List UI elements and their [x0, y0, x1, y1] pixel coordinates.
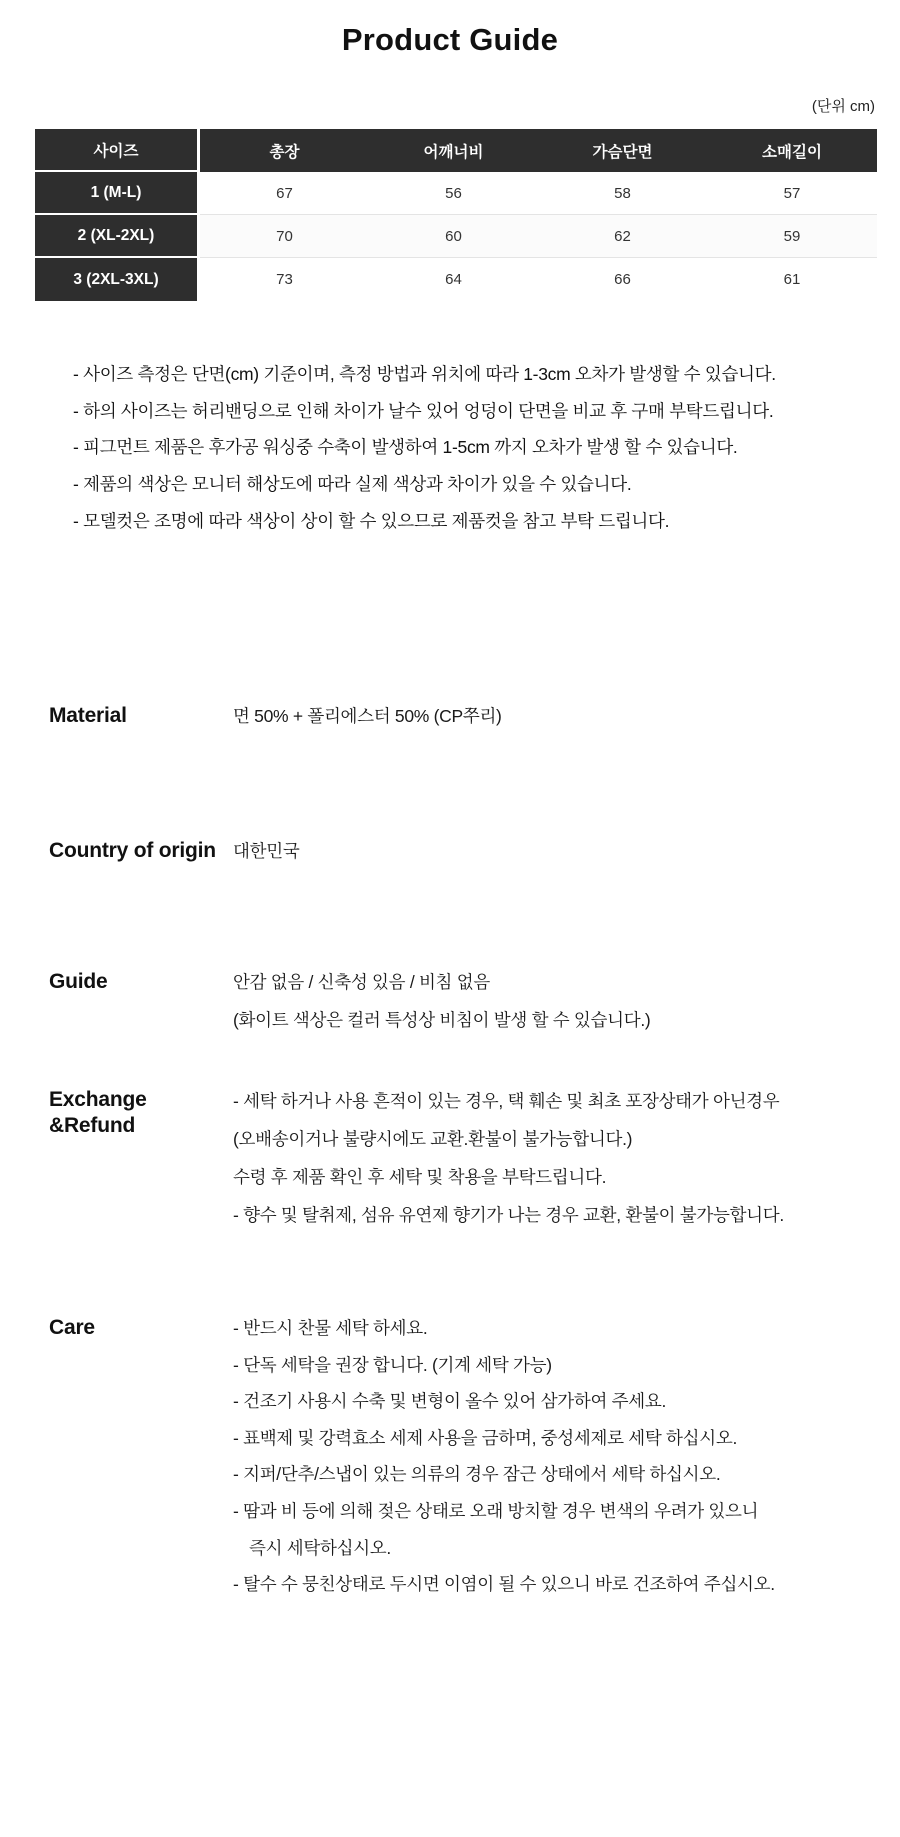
section-text-line: (화이트 색상은 컬러 특성상 비침이 발생 할 수 있습니다.) — [233, 1010, 651, 1030]
measurement-value-cell: 67 — [200, 172, 369, 215]
size-note-line: - 피그먼트 제품은 후가공 워싱중 수축이 발생하여 1-5cm 까지 오차가 발생 할 수 있습니다. — [73, 437, 738, 458]
size-note-line: - 하의 사이즈는 허리밴딩으로 인해 차이가 날수 있어 엉덩이 단면을 비교 후 구매 부탁드립니다. — [73, 400, 774, 421]
table-row — [35, 258, 877, 301]
section-label-line: Exchange — [49, 1088, 147, 1111]
size-table-header-cell: 어깨너비 — [369, 129, 538, 172]
section-care — [49, 1310, 877, 1603]
section-content-guide — [233, 963, 877, 1039]
size-table-header — [35, 129, 877, 172]
section-text-line: 면 50% + 폴리에스터 50% (CP쭈리) — [233, 706, 502, 726]
section-text-line: 대한민국 — [233, 841, 300, 861]
section-label-line: Guide — [49, 970, 108, 993]
section-content-material — [233, 703, 877, 729]
section-material — [49, 703, 877, 729]
measurement-value-cell: 57 — [707, 172, 877, 215]
section-text-line: - 지퍼/단추/스냅이 있는 의류의 경우 잠근 상태에서 세탁 하십시오. — [233, 1464, 721, 1485]
section-label-line: Care — [49, 1316, 95, 1339]
section-label-exchange-refund — [49, 1082, 233, 1139]
section-exchange-refund — [49, 1082, 877, 1234]
size-notes-list — [73, 356, 860, 540]
measurement-value-cell: 61 — [707, 258, 877, 301]
section-country-of-origin — [49, 838, 877, 864]
measurement-value-cell: 62 — [538, 215, 707, 258]
measurement-value-cell: 73 — [200, 258, 369, 301]
size-table — [35, 129, 877, 301]
section-content-country-of-origin — [233, 838, 877, 864]
section-text-line: - 표백제 및 강력효소 세제 사용을 금하며, 중성세제로 세탁 하십시오. — [233, 1427, 738, 1448]
section-label-care — [49, 1310, 233, 1347]
size-note-line: - 사이즈 측정은 단면(cm) 기준이며, 측정 방법과 위치에 따라 1-3cm 오차가 발생할 수 있습니다. — [73, 364, 776, 384]
measurement-value-cell: 59 — [707, 215, 877, 258]
measurement-value-cell: 58 — [538, 172, 707, 215]
measurement-value-cell: 70 — [200, 215, 369, 258]
measurement-value-cell: 56 — [369, 172, 538, 215]
section-label-line: Country of origin — [49, 839, 216, 862]
section-text-line: - 세탁 하거나 사용 흔적이 있는 경우, 택 훼손 및 최초 포장상태가 아닌경우 — [233, 1091, 780, 1111]
size-table-header-cell: 가슴단면 — [538, 129, 707, 172]
measurement-value-cell: 66 — [538, 258, 707, 301]
measurement-value-cell: 64 — [369, 258, 538, 301]
table-row — [35, 172, 877, 215]
size-label-cell: 2 (XL-2XL) — [35, 215, 200, 258]
size-note-line: - 제품의 색상은 모니터 해상도에 따라 실제 색상과 차이가 있을 수 있습니다. — [73, 474, 632, 495]
section-label-material — [49, 703, 233, 729]
section-text-line: (오배송이거나 불량시에도 교환.환불이 불가능합니다.) — [233, 1129, 633, 1149]
size-label-cell: 1 (M-L) — [35, 172, 200, 215]
section-text-line: 즉시 세탁하십시오. — [249, 1537, 391, 1558]
page-title: Product Guide — [341, 22, 559, 57]
section-text-line: - 탈수 수 뭉친상태로 두시면 이염이 될 수 있으니 바로 건조하여 주십시오. — [233, 1574, 775, 1595]
section-text-line: 수령 후 제품 확인 후 세탁 및 착용을 부탁드립니다. — [233, 1167, 607, 1187]
size-table-header-cell: 총장 — [200, 129, 369, 172]
measurement-value-cell: 60 — [369, 215, 538, 258]
size-table-header-cell: 소매길이 — [707, 129, 877, 172]
section-text-line: - 반드시 찬물 세탁 하세요. — [233, 1318, 428, 1338]
size-label-cell: 3 (2XL-3XL) — [35, 258, 200, 301]
section-text-line: - 땀과 비 등에 의해 젖은 상태로 오래 방치할 경우 변색의 우려가 있으니 — [233, 1500, 759, 1521]
section-text-line: 안감 없음 / 신축성 있음 / 비침 없음 — [233, 972, 490, 992]
section-text-line: - 향수 및 탈취제, 섬유 유연제 향기가 나는 경우 교환, 환불이 불가능합니다. — [233, 1205, 784, 1225]
table-row — [35, 215, 877, 258]
size-note-line: - 모델컷은 조명에 따라 색상이 상이 할 수 있으므로 제품컷을 참고 부탁 드립니다. — [73, 510, 670, 531]
section-label-guide — [49, 963, 233, 1001]
section-text-line: - 단독 세탁을 권장 합니다. (기계 세탁 가능) — [233, 1354, 552, 1375]
size-table-header-row — [35, 129, 877, 172]
section-guide — [49, 963, 877, 1039]
section-text-line: - 건조기 사용시 수축 및 변형이 올수 있어 삼가하여 주세요. — [233, 1391, 667, 1412]
size-table-body — [35, 172, 877, 301]
section-content-exchange-refund — [233, 1082, 877, 1234]
unit-note: (단위 cm) — [811, 98, 875, 115]
size-table-header-size: 사이즈 — [35, 129, 200, 172]
section-label-line: &Refund — [49, 1114, 136, 1137]
section-label-country-of-origin — [49, 838, 233, 864]
section-content-care — [233, 1310, 877, 1603]
section-label-line: Material — [49, 704, 127, 727]
